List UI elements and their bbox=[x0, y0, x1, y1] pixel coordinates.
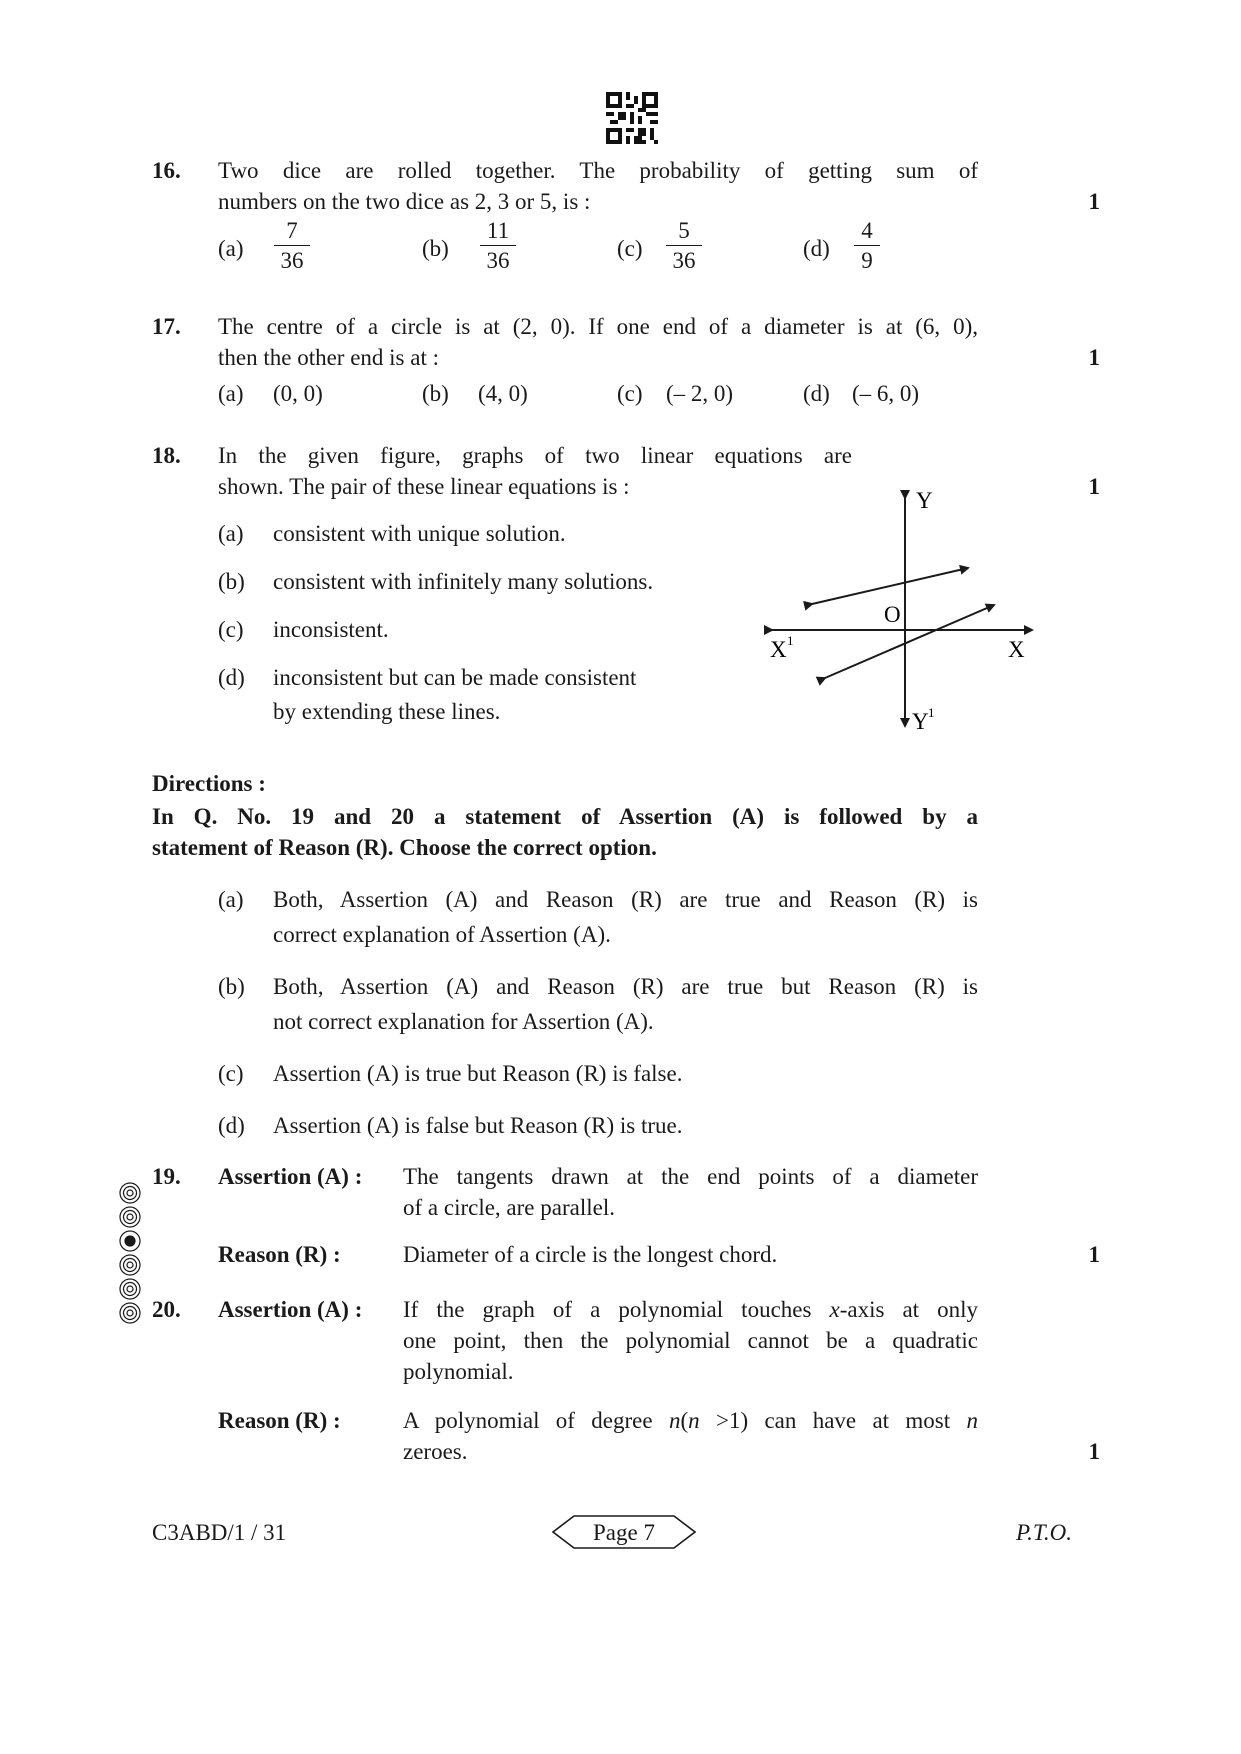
option-text: inconsistent but can be made consistent bbox=[273, 665, 637, 690]
fraction-numerator: 7 bbox=[286, 218, 298, 243]
fraction-numerator: 5 bbox=[678, 218, 690, 243]
option-label: (b) bbox=[422, 236, 449, 261]
marks: 1 bbox=[1088, 1242, 1100, 1267]
pto-label: P.T.O. bbox=[1016, 1520, 1073, 1545]
question-number: 17. bbox=[152, 314, 181, 339]
assertion-text: of a circle, are parallel. bbox=[403, 1195, 615, 1220]
option-label: (b) bbox=[218, 974, 245, 999]
marks: 1 bbox=[1088, 189, 1100, 214]
fraction-option-d bbox=[852, 218, 882, 274]
option-label: (a) bbox=[218, 521, 244, 546]
option-text: consistent with infinitely many solutions. bbox=[273, 569, 654, 594]
option-text: (– 6, 0) bbox=[852, 381, 920, 406]
y-neg-prime: 1 bbox=[928, 705, 935, 720]
option-text: not correct explanation for Assertion (A). bbox=[273, 1009, 654, 1034]
marks: 1 bbox=[1088, 1439, 1100, 1464]
option-text: correct explanation of Assertion (A). bbox=[273, 922, 611, 947]
y-axis-label: Y bbox=[916, 490, 933, 513]
question-number: 18. bbox=[152, 443, 181, 468]
qr-code-icon bbox=[606, 92, 658, 144]
linear-equations-graph bbox=[760, 490, 1060, 740]
page-number: Page 7 bbox=[593, 1520, 655, 1545]
x-axis-label: X bbox=[1008, 637, 1025, 662]
question-text: Two dice are rolled together. The probability of getting sum of bbox=[218, 158, 978, 183]
option-label: (c) bbox=[218, 1061, 244, 1086]
marks: 1 bbox=[1088, 474, 1100, 499]
option-label: (a) bbox=[218, 887, 244, 912]
option-text: Assertion (A) is true but Reason (R) is false. bbox=[273, 1061, 683, 1086]
question-number: 16. bbox=[152, 158, 181, 183]
fraction-denominator: 36 bbox=[486, 248, 510, 273]
fraction-option-c bbox=[664, 218, 704, 274]
question-number: 19. bbox=[152, 1164, 181, 1189]
option-text: Assertion (A) is false but Reason (R) is true. bbox=[273, 1113, 683, 1138]
fraction-option-a bbox=[272, 218, 312, 274]
reason-text: Diameter of a circle is the longest chord. bbox=[403, 1242, 778, 1267]
x-neg-prime: 1 bbox=[787, 633, 794, 648]
paper-code: C3ABD/1 / 31 bbox=[152, 1520, 287, 1545]
option-text: by extending these lines. bbox=[273, 699, 501, 724]
option-text: Both, Assertion (A) and Reason (R) are true but Reason (R) is bbox=[273, 974, 978, 999]
line-2 bbox=[825, 605, 994, 678]
option-label: (b) bbox=[218, 569, 245, 594]
marks: 1 bbox=[1088, 345, 1100, 370]
option-text: Both, Assertion (A) and Reason (R) are true and Reason (R) is bbox=[273, 887, 978, 912]
question-number: 20. bbox=[152, 1297, 181, 1322]
fraction-numerator: 4 bbox=[861, 218, 873, 243]
option-text: (0, 0) bbox=[273, 381, 323, 406]
question-text: then the other end is at : bbox=[218, 345, 439, 370]
option-label: (c) bbox=[617, 381, 643, 406]
fraction-denominator: 36 bbox=[672, 248, 696, 273]
question-text: shown. The pair of these linear equations is : bbox=[218, 474, 630, 499]
reason-text: A polynomial of degree n(n >1) can have at most n bbox=[403, 1408, 979, 1433]
reason-text: zeroes. bbox=[403, 1439, 468, 1464]
option-text: (4, 0) bbox=[478, 381, 528, 406]
option-label: (a) bbox=[218, 381, 244, 406]
option-text: inconsistent. bbox=[273, 617, 389, 642]
fraction-numerator: 11 bbox=[486, 218, 510, 243]
reason-label: Reason (R) : bbox=[218, 1242, 341, 1267]
option-label: (b) bbox=[422, 381, 449, 406]
option-label: (d) bbox=[803, 236, 830, 261]
fraction-denominator: 36 bbox=[280, 248, 304, 273]
option-label: (c) bbox=[218, 617, 244, 642]
fraction-option-b bbox=[478, 218, 518, 274]
directions-text: statement of Reason (R). Choose the correct option. bbox=[152, 835, 657, 860]
assertion-text: one point, then the polynomial cannot be a quadratic bbox=[403, 1328, 978, 1353]
assertion-label: Assertion (A) : bbox=[218, 1164, 363, 1189]
option-text: (– 2, 0) bbox=[666, 381, 734, 406]
directions-heading: Directions : bbox=[152, 771, 266, 796]
option-label: (c) bbox=[617, 236, 643, 261]
directions-text: In Q. No. 19 and 20 a statement of Assertion (A) is followed by a bbox=[152, 804, 978, 829]
origin-label: O bbox=[884, 602, 901, 627]
assertion-text: The tangents drawn at the end points of a diameter bbox=[403, 1164, 978, 1189]
fraction-denominator: 9 bbox=[861, 248, 873, 273]
assertion-text: polynomial. bbox=[403, 1359, 514, 1384]
option-label: (a) bbox=[218, 236, 244, 261]
option-text: consistent with unique solution. bbox=[273, 521, 566, 546]
question-text: In the given figure, graphs of two linear equations are bbox=[218, 443, 852, 468]
assertion-text: If the graph of a polynomial touches x-axis at only bbox=[403, 1297, 978, 1322]
option-label: (d) bbox=[218, 665, 245, 690]
y-neg-label: Y bbox=[912, 709, 929, 734]
question-text: numbers on the two dice as 2, 3 or 5, is : bbox=[218, 189, 591, 214]
x-neg-label: X bbox=[770, 637, 787, 662]
assertion-label: Assertion (A) : bbox=[218, 1297, 363, 1322]
question-text: The centre of a circle is at (2, 0). If one end of a diameter is at (6, 0), bbox=[218, 314, 978, 339]
option-label: (d) bbox=[803, 381, 830, 406]
option-label: (d) bbox=[218, 1113, 245, 1138]
spiral-decoration-icon bbox=[116, 1180, 144, 1330]
line-1 bbox=[812, 568, 968, 604]
reason-label: Reason (R) : bbox=[218, 1408, 341, 1433]
